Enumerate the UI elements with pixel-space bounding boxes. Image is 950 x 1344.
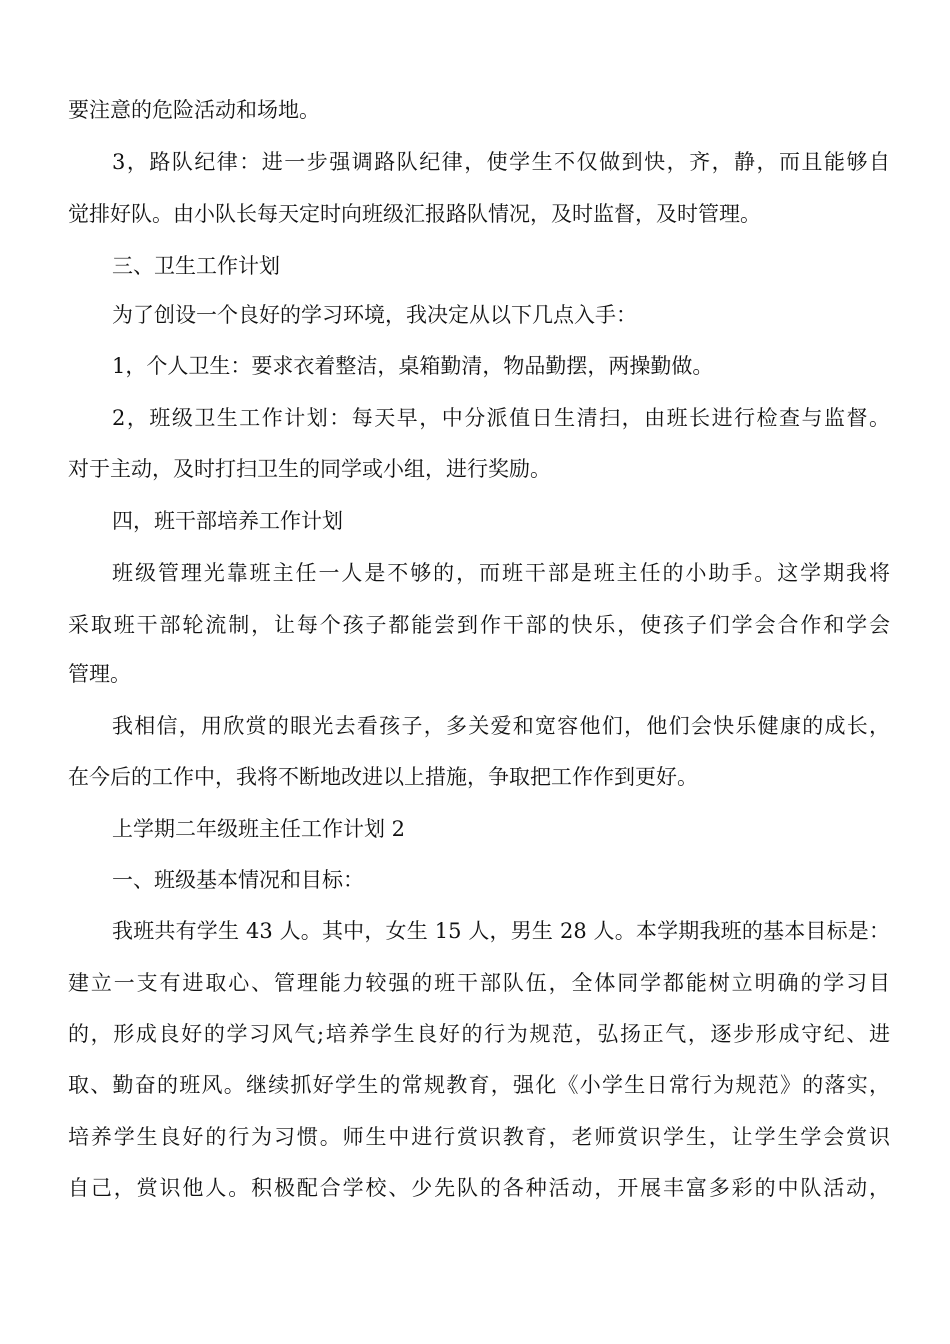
text-line: 为了创设一个良好的学习环境，我决定从以下几点入手：	[112, 303, 637, 327]
section-heading: 三、卫生工作计划	[112, 254, 280, 278]
section-heading: 上学期二年级班主任工作计划 2	[112, 817, 406, 841]
text-line: 3，路队纪律：进一步强调路队纪律，使学生不仅做到快，齐，静，而且能够自	[112, 150, 890, 174]
text-line: 对于主动，及时打扫卫生的同学或小组，进行奖励。	[68, 457, 551, 481]
text-line: 1，个人卫生：要求衣着整洁，桌箱勤清，物品勤摆，两操勤做。	[112, 354, 714, 378]
text-line: 在今后的工作中，我将不断地改进以上措施，争取把工作作到更好。	[68, 765, 698, 789]
text-line: 我班共有学生 43 人。其中，女生 15 人，男生 28 人。本学期我班的基本目标是：	[112, 919, 890, 943]
section-heading: 四，班干部培养工作计划	[112, 509, 343, 533]
text-line: 要注意的危险活动和场地。	[68, 98, 320, 122]
text-line: 采取班干部轮流制，让每个孩子都能尝到作干部的快乐，使孩子们学会合作和学会	[68, 613, 890, 637]
text-line: 建立一支有进取心、管理能力较强的班干部队伍，全体同学都能树立明确的学习目	[68, 971, 890, 995]
text-line: 班级管理光靠班主任一人是不够的，而班干部是班主任的小助手。这学期我将	[112, 561, 890, 585]
text-line: 2，班级卫生工作计划：每天早，中分派值日生清扫，由班长进行检查与监督。	[112, 406, 890, 430]
text-line: 觉排好队。由小队长每天定时向班级汇报路队情况，及时监督，及时管理。	[68, 202, 761, 226]
text-line: 自己，赏识他人。积极配合学校、少先队的各种活动，开展丰富多彩的中队活动，	[68, 1176, 890, 1200]
section-heading: 一、班级基本情况和目标：	[112, 868, 364, 892]
text-line: 的，形成良好的学习风气;培养学生良好的行为规范，弘扬正气，逐步形成守纪、进	[68, 1022, 890, 1046]
text-line: 我相信，用欣赏的眼光去看孩子，多关爱和宽容他们，他们会快乐健康的成长，	[112, 714, 890, 738]
text-line: 培养学生良好的行为习惯。师生中进行赏识教育，老师赏识学生，让学生学会赏识	[68, 1125, 890, 1149]
text-line: 管理。	[68, 662, 131, 686]
text-line: 取、勤奋的班风。继续抓好学生的常规教育，强化《小学生日常行为规范》的落实，	[68, 1073, 890, 1097]
